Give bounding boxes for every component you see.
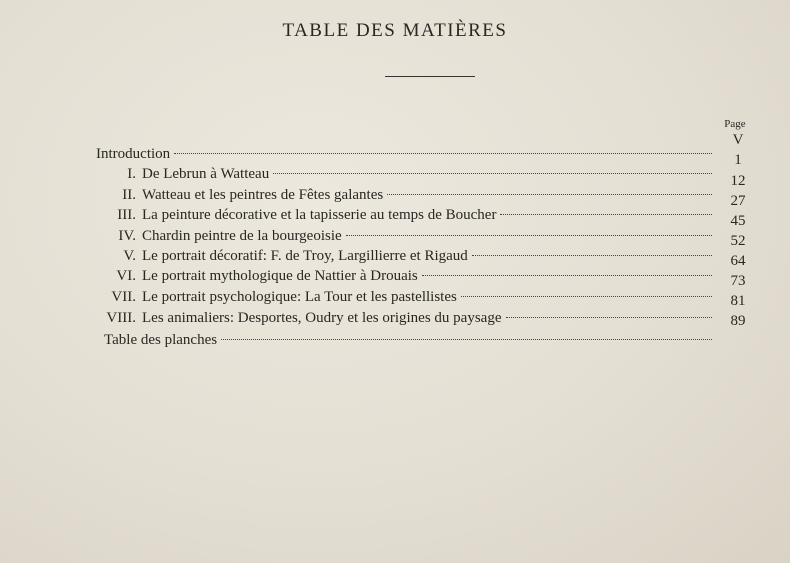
dot-leader: [346, 235, 712, 236]
toc-page: 81: [730, 293, 746, 309]
toc-number: V.: [123, 248, 136, 264]
toc-row: [100, 248, 716, 265]
toc-number: III.: [117, 207, 136, 223]
toc-label: Chardin peintre de la bourgeoisie: [142, 228, 342, 244]
toc-page: 52: [730, 233, 746, 249]
toc-label: La peinture décorative et la tapisserie au temps de Boucher: [142, 207, 497, 223]
dot-leader: [461, 296, 712, 297]
toc-label: Le portrait décoratif: F. de Troy, Largillierre et Rigaud: [142, 248, 468, 264]
dot-leader: [506, 317, 713, 318]
toc-row: [100, 228, 716, 245]
toc-number: VII.: [111, 289, 136, 305]
toc-row: [96, 146, 716, 163]
document-title: TABLE DES MATIÈRES: [282, 20, 508, 41]
dot-leader: [273, 173, 712, 174]
toc-row: [100, 289, 716, 306]
toc-row: [100, 166, 716, 183]
toc-row: [104, 332, 716, 349]
toc-page: 73: [730, 273, 746, 289]
toc-page: 45: [730, 213, 746, 229]
toc-row: [100, 207, 716, 224]
toc-label: Introduction: [96, 146, 171, 162]
dot-leader: [500, 214, 712, 215]
toc-row: [100, 268, 716, 285]
dot-leader: [422, 275, 712, 276]
dot-leader: [387, 194, 712, 195]
toc-number: II.: [122, 187, 136, 203]
toc-label: Table des planches: [104, 332, 218, 348]
toc-number: VIII.: [106, 310, 136, 326]
dot-leader: [472, 255, 712, 256]
toc-page: 27: [730, 193, 746, 209]
toc-label: Watteau et les peintres de Fêtes galantes: [142, 187, 384, 203]
toc-number: I.: [127, 166, 136, 182]
toc-number: VI.: [116, 268, 136, 284]
toc-label: De Lebrun à Watteau: [142, 166, 270, 182]
toc-page: 64: [730, 253, 746, 269]
toc-page: 12: [730, 173, 746, 189]
toc-page: 1: [734, 152, 742, 168]
toc-page: 89: [730, 313, 746, 329]
page-column-header: Page: [724, 118, 746, 130]
toc-row: [100, 187, 716, 204]
toc-row: [100, 310, 716, 327]
dot-leader: [174, 153, 712, 154]
toc-label: Le portrait mythologique de Nattier à Drouais: [142, 268, 418, 284]
toc-label: Les animaliers: Desportes, Oudry et les origines du paysage: [142, 310, 502, 326]
intro-page-number: V: [732, 132, 744, 148]
title-rule: [385, 76, 475, 77]
dot-leader: [221, 339, 712, 340]
toc-number: IV.: [118, 228, 136, 244]
toc-label: Le portrait psychologique: La Tour et les pastellistes: [142, 289, 457, 305]
